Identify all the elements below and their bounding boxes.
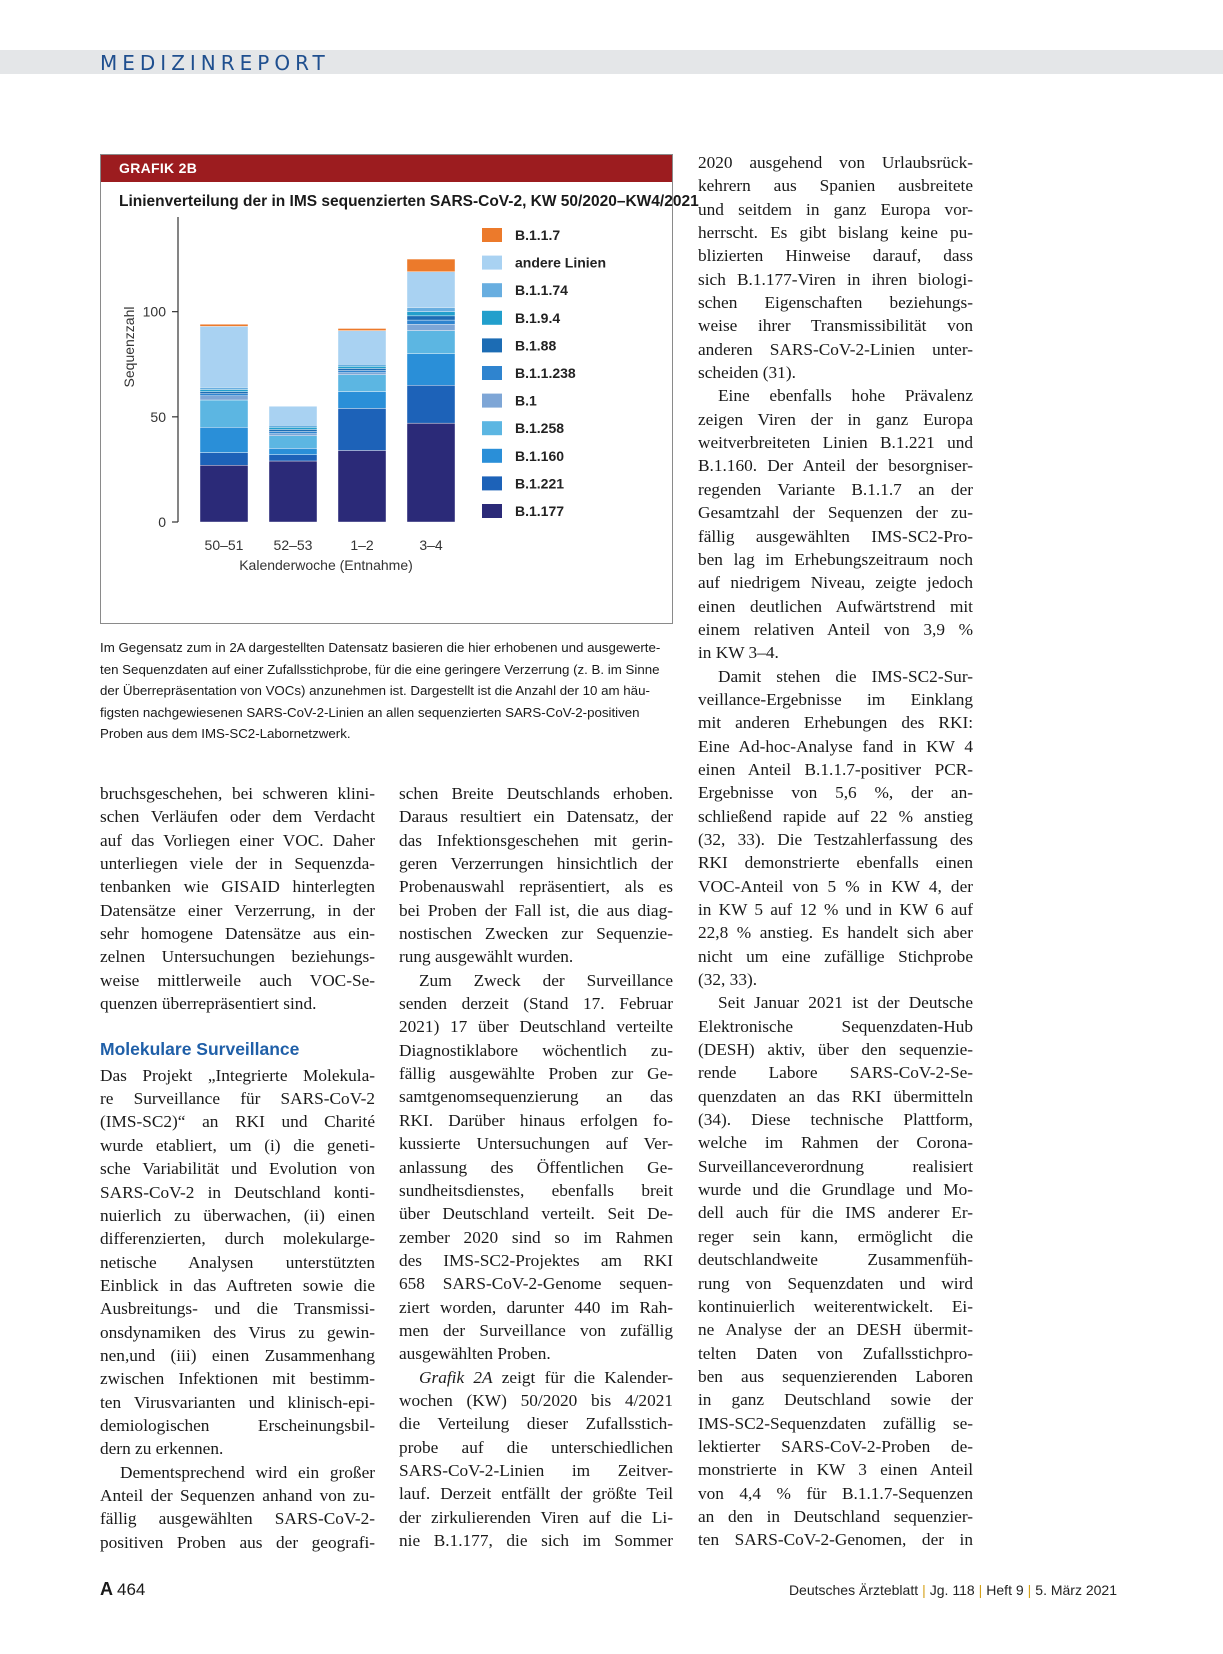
caption-line: Proben aus dem IMS-SC2-Labornetzwerk. — [100, 726, 351, 741]
text-column-2 — [399, 782, 673, 1552]
text-line: rung von Sequenzdaten und wird — [698, 1273, 973, 1293]
text-line: einem relativen Anteil von 3,9 % — [698, 619, 973, 639]
text-line: senden derzeit (Stand 17. Februar — [399, 994, 673, 1014]
text-line: Probenauswahl repräsentiert, als es — [399, 877, 673, 897]
y-axis-label: Sequenzzahl — [121, 306, 137, 388]
legend-swatch — [482, 311, 502, 325]
caption-line: ten Sequenzdaten auf einer Zufallsstichprobe, für die eine geringere Verzerrung (z. B. im Sinne — [100, 661, 660, 677]
text-line: demiologischen Erscheinungsbil- — [100, 1415, 375, 1435]
bar-segment — [200, 392, 248, 394]
section-heading: Molekulare Surveillance — [100, 1039, 300, 1060]
text-line: (32, 33). — [698, 970, 758, 990]
text-line: quenzdaten an das RKI übermitteln — [698, 1086, 973, 1106]
journal-issue: Heft 9 — [986, 1582, 1024, 1598]
text-line: Das Projekt „Integrierte Molekula- — [100, 1065, 375, 1085]
bar-segment — [407, 307, 455, 311]
text-line: wochen (KW) 50/2020 bis 4/2021 — [399, 1390, 673, 1410]
text-line: schen Eigenschaften beziehungs- — [698, 293, 973, 313]
text-line: die Verteilung dieser Zufallsstich- — [399, 1414, 673, 1434]
text-line: zelnen Untersuchungen beziehungs- — [100, 947, 375, 967]
bar-segment — [200, 465, 248, 522]
text-line: netische Analysen unterstützten — [100, 1252, 375, 1272]
bar-segment — [338, 373, 386, 375]
text-line: Datensätze einer Verzerrung, in der — [100, 900, 375, 920]
text-line: unterliegen viele der in Sequenzda- — [100, 854, 375, 874]
text-line: kehrern aus Spanien ausbreitete — [698, 176, 973, 196]
bar-segment — [338, 368, 386, 370]
text-line: in KW 5 auf 12 % und in KW 6 auf — [698, 900, 973, 919]
text-line: 22,8 % anstieg. Es handelt sich aber — [698, 923, 973, 943]
text-line: weitverbreiteten Linien B.1.221 und — [698, 433, 973, 453]
figure-caption — [100, 637, 675, 745]
text-line: ten Virusvarianten und klinisch-epi- — [100, 1392, 375, 1412]
text-line: weise mittlerweile auch VOC-Se- — [100, 970, 375, 990]
legend-swatch — [482, 338, 502, 352]
bar-segment — [200, 394, 248, 396]
text-line: Einblick in das Auftreten sowie die — [100, 1275, 375, 1295]
bar-segment — [269, 455, 317, 461]
text-line: Gesamtzahl der Sequenzen der zu- — [698, 503, 973, 523]
bar-segment — [407, 385, 455, 423]
stacked-bar-chart — [101, 155, 672, 623]
text-line: nen,und (iii) einen Zusammenhang — [100, 1345, 375, 1365]
text-line: 2021) 17 über Deutschland verteilte — [399, 1017, 673, 1037]
bar-segment — [269, 461, 317, 522]
text-line: in ganz Deutschland sowie der — [698, 1390, 973, 1410]
bar-segment — [338, 328, 386, 330]
text-line: schen Verläufen oder dem Verdacht — [100, 807, 375, 827]
text-line: re Surveillance für SARS-CoV-2 — [100, 1089, 375, 1109]
text-line: dell auch für die IMS anderer Er- — [698, 1203, 973, 1223]
text-line: zeigen Viren der in ganz Europa — [698, 409, 973, 429]
text-line: reger sein kann, ermöglicht die — [698, 1226, 973, 1246]
text-line: sich B.1.177-Viren in ihren biologi- — [698, 269, 973, 289]
text-line: Eine ebenfalls hohe Prävalenz — [718, 386, 973, 406]
text-line: schließend rapide auf 22 % anstieg — [698, 806, 973, 826]
text-line: fällig ausgewählten IMS-SC2-Pro- — [698, 526, 973, 546]
text-line: herrscht. Es gibt bislang keine pu- — [698, 223, 973, 243]
text-line: ben aus sequenzierenden Laboren — [698, 1366, 973, 1386]
text-line: rende Labore SARS-CoV-2-Se- — [698, 1063, 973, 1083]
figure-box — [100, 154, 699, 624]
text-line: 2020 ausgehend von Urlaubsrück- — [698, 153, 973, 172]
text-line: nicht um eine zufällige Stichprobe — [698, 946, 973, 966]
text-line: Daraus resultiert ein Datensatz, der — [399, 807, 673, 827]
text-line: probe auf die unterschiedlichen — [399, 1437, 673, 1457]
text-line: Zum Zweck der Surveillance — [419, 970, 673, 990]
text-line: zember 2020 sind so im Rahmen — [399, 1227, 673, 1247]
bar-segment — [407, 259, 455, 272]
legend-label: B.1.177 — [515, 503, 565, 519]
text-line: in KW 3–4. — [698, 643, 779, 663]
legend-label: andere Linien — [515, 254, 607, 271]
bar-segment — [269, 436, 317, 449]
text-line: anderen SARS-CoV-2-Linien unter- — [698, 339, 973, 359]
text-line: SARS-CoV-2-Linien im Zeitver- — [399, 1460, 673, 1480]
caption-line: figsten nachgewiesenen SARS-CoV-2-Linien an allen sequenzierten SARS-CoV-2-positiven — [100, 704, 640, 720]
caption-line: Im Gegensatz zum in 2A dargestellten Datensatz basieren die hier erhobenen und ausgewerte- — [100, 640, 661, 655]
text-line: (IMS-SC2)“ an RKI und Charité — [100, 1112, 375, 1132]
bar-segment — [269, 448, 317, 454]
text-line: SARS-CoV-2 in Deutschland konti- — [100, 1182, 375, 1202]
bar-segment — [338, 392, 386, 409]
text-line: regenden Variante B.1.1.7 an der — [698, 479, 973, 499]
text-line: wurde und die Grundlage und Mo- — [698, 1180, 973, 1200]
text-line: samtgenomsequenzierung an das — [399, 1087, 673, 1107]
text-line: blizierten Hinweise darauf, dass — [698, 246, 973, 266]
text-line: Diagnostiklabore wöchentlich zu- — [399, 1040, 673, 1060]
text-line: auf niedrigem Niveau, zeigte jedoch — [698, 573, 973, 593]
legend-swatch — [482, 228, 502, 242]
text-line: lektierter SARS-CoV-2-Proben de- — [698, 1436, 973, 1456]
text-column-3 — [698, 151, 973, 1552]
bar-segment — [200, 427, 248, 452]
legend-label: B.1.1.238 — [515, 365, 576, 381]
text-line: veillance-Ergebnisse im Einklang — [698, 689, 973, 709]
legend-label: B.1.88 — [515, 337, 557, 354]
text-line: Anteil der Sequenzen anhand von zu- — [100, 1485, 375, 1505]
bar-segment — [338, 371, 386, 373]
text-line: B.1.160. Der Anteil der besorgniser- — [698, 456, 973, 476]
bar-segment — [338, 375, 386, 392]
text-line: bei Proben der Fall ist, die aus diag- — [399, 900, 673, 920]
bar-segment — [269, 434, 317, 436]
journal-info: Deutsches Ärzteblatt | Jg. 118 | Heft 9 | 5. März 2021 — [788, 1582, 1117, 1598]
page-prefix: A — [100, 1579, 113, 1599]
text-line: VOC-Anteil von 5 % in KW 4, der — [698, 876, 973, 896]
legend-swatch — [482, 476, 502, 490]
legend-swatch — [482, 504, 502, 518]
bar-segment — [200, 389, 248, 391]
text-line: Eine Ad-hoc-Analyse fand in KW 4 — [698, 736, 973, 756]
page-number — [100, 1579, 145, 1600]
x-tick-label: 3–4 — [419, 537, 443, 553]
x-tick-label: 50–51 — [204, 537, 244, 553]
text-line: 658 SARS-CoV-2-Genome sequen- — [399, 1274, 673, 1294]
caption-line: der Überrepräsentation von VOCs) anzunehmen ist. Dargestellt ist die Anzahl der 10 am häu- — [100, 683, 650, 698]
text-line: IMS-SC2-Sequenzdaten zufällig se- — [698, 1413, 973, 1433]
bar-segment — [200, 326, 248, 387]
text-line — [399, 1366, 673, 1389]
text-line: einen Anteil B.1.1.7-positiver PCR- — [698, 759, 973, 779]
figure-reference: Grafik 2A — [419, 1367, 493, 1387]
text-line: dern zu erkennen. — [100, 1439, 224, 1459]
text-line: der zirkulierenden Viren auf die Li- — [399, 1507, 673, 1527]
text-line: positiven Proben aus der geografi- — [100, 1532, 375, 1552]
text-line: ten SARS-CoV-2-Genomen, der in — [698, 1530, 973, 1550]
bar-segment — [407, 324, 455, 330]
bar-segment — [407, 423, 455, 522]
text-fragment: zeigt für die Kalender- — [492, 1367, 673, 1387]
text-line: rung ausgewählt wurden. — [399, 947, 574, 967]
text-line: von 4,4 % für B.1.1.7-Sequenzen — [698, 1483, 973, 1503]
text-line: sche Variabilität und Evolution von — [100, 1159, 375, 1179]
legend-swatch — [482, 394, 502, 408]
text-line: quenzen überrepräsentiert sind. — [100, 994, 317, 1014]
text-line: ben lag im Erhebungszeitraum noch — [698, 549, 973, 569]
text-line: tenbanken wie GISAID hinterlegten — [100, 877, 375, 897]
text-line: wurde etabliert, um (i) die geneti- — [100, 1135, 375, 1155]
text-line: weise ihrer Transmissibilität von — [698, 316, 973, 336]
legend-label: B.1.160 — [515, 447, 565, 464]
legend-swatch — [482, 449, 502, 463]
journal-volume: Jg. 118 — [929, 1582, 975, 1598]
text-line: kussierte Untersuchungen auf Ver- — [399, 1134, 673, 1154]
x-tick-label: 52–53 — [273, 537, 313, 553]
legend-swatch — [482, 256, 502, 270]
text-line: über Deutschland verteilt. Seit De- — [399, 1204, 673, 1224]
legend-swatch — [482, 366, 502, 380]
legend-swatch — [482, 283, 502, 297]
legend-label: B.1 — [515, 392, 537, 409]
text-line: auf das Vorliegen einer VOC. Daher — [100, 830, 375, 850]
text-line: fällig ausgewählte Proben zur Ge- — [399, 1064, 673, 1084]
bar-segment — [338, 408, 386, 450]
text-line: telten Daten von Zufallsstichpro- — [698, 1343, 973, 1363]
text-line: RKI demonstrierte ebenfalls einen — [698, 853, 973, 873]
legend-label: B.1.9.4 — [515, 309, 561, 326]
text-line: einen deutlichen Aufwärtstrend mit — [698, 596, 973, 616]
text-line: bruchsgeschehen, bei schweren klini- — [100, 784, 375, 803]
bar-segment — [269, 406, 317, 425]
text-line: Surveillanceverordnung realisiert — [698, 1156, 973, 1176]
bar-segment — [338, 364, 386, 366]
bar-segment — [407, 312, 455, 316]
text-line: des IMS-SC2-Projektes am RKI — [399, 1250, 673, 1270]
x-axis-label: Kalenderwoche (Entnahme) — [239, 557, 413, 573]
figure-title: Linienverteilung der in IMS sequenzierten SARS-CoV-2, KW 50/2020–KW4/2021 — [119, 193, 699, 210]
text-line: Ausbreitungs- und die Transmissi- — [100, 1299, 375, 1319]
text-line: geren Verzerrungen hinsichtlich der — [399, 854, 673, 874]
bar-segment — [200, 396, 248, 400]
y-tick-label: 100 — [142, 303, 166, 320]
text-line: ausgewählten Proben. — [399, 1344, 551, 1364]
legend-label: B.1.1.74 — [515, 282, 568, 299]
journal-name: Deutsches Ärzteblatt — [788, 1582, 919, 1598]
bar-segment — [407, 331, 455, 354]
text-line: nostischen Zwecken zur Sequenzie- — [399, 924, 673, 944]
text-line: RKI. Darüber hinaus erfolgen fo- — [399, 1110, 673, 1130]
text-line: Elektronische Sequenzdaten-Hub — [698, 1016, 973, 1036]
text-line: differenzierten, durch molekularge- — [100, 1229, 375, 1249]
text-line: an den in Deutschland sequenzier- — [698, 1506, 973, 1526]
text-line: (32, 33). Die Testzahlerfassung des — [698, 829, 973, 849]
legend-label: B.1.258 — [515, 420, 565, 437]
bar-segment — [407, 354, 455, 386]
text-line: und seitdem in ganz Europa vor- — [698, 199, 973, 219]
text-line: Damit stehen die IMS-SC2-Sur- — [718, 666, 973, 686]
text-line: kontinuierlich weiterentwickelt. Ei- — [698, 1296, 973, 1316]
text-line: lauf. Derzeit entfällt der größte Teil — [399, 1484, 673, 1504]
bar-segment — [338, 331, 386, 365]
bar-segment — [338, 366, 386, 368]
text-line: sundheitsdienstes, ebenfalls breit — [399, 1180, 673, 1200]
text-line: nie B.1.177, die sich im Sommer — [399, 1531, 673, 1550]
text-line: (34). Diese technische Plattform, — [698, 1110, 973, 1130]
y-tick-label: 0 — [158, 514, 166, 530]
text-line: Seit Januar 2021 ist der Deutsche — [718, 993, 973, 1013]
text-line: men der Surveillance von zufällig — [399, 1320, 673, 1340]
bar-segment — [200, 387, 248, 389]
text-line: deutschlandweite Zusammenfüh- — [698, 1250, 973, 1270]
bar-segment — [407, 272, 455, 308]
bar-segment — [338, 450, 386, 522]
text-line: sehr homogene Datensätze aus ein- — [100, 924, 375, 944]
text-line: schen Breite Deutschlands erhoben. — [399, 784, 673, 803]
text-line: fällig ausgewählten SARS-CoV-2- — [100, 1509, 375, 1529]
text-line: Dementsprechend wird ein großer — [120, 1462, 375, 1482]
section-title: MEDIZINREPORT — [100, 51, 330, 75]
text-column-1 — [100, 782, 375, 1554]
text-line: nuierlich zu überwachen, (ii) einen — [100, 1205, 375, 1225]
text-line: zwischen Infektionen mit bestimm- — [100, 1369, 375, 1389]
text-line: (DESH) aktiv, über den sequenzie- — [698, 1040, 973, 1060]
bar-segment — [200, 400, 248, 427]
bar-segment — [269, 427, 317, 429]
figure-tag: GRAFIK 2B — [101, 155, 672, 182]
text-line: ne Analyse der an DESH übermit- — [698, 1320, 973, 1340]
text-line: ziert worden, darunter 440 im Rah- — [399, 1297, 673, 1317]
bar-segment — [200, 324, 248, 326]
bar-segment — [269, 432, 317, 434]
bar-segment — [407, 316, 455, 320]
y-tick-label: 50 — [150, 408, 166, 425]
bar-segment — [407, 320, 455, 324]
bar-segment — [269, 425, 317, 427]
text-line: onsdynamiken des Virus zu gewin- — [100, 1322, 375, 1342]
text-line: das Infektionsgeschehen mit gerin- — [399, 830, 673, 850]
x-tick-label: 1–2 — [350, 537, 374, 553]
bar-segment — [200, 453, 248, 466]
legend-swatch — [482, 421, 502, 435]
text-line: mit anderen Erhebungen des RKI: — [698, 713, 973, 733]
legend-label: B.1.1.7 — [515, 227, 561, 243]
bar-segment — [269, 429, 317, 431]
page-number-value: 464 — [117, 1580, 146, 1599]
text-line: anlassung des Öffentlichen Ge- — [399, 1157, 673, 1177]
journal-date: 5. März 2021 — [1035, 1582, 1117, 1598]
text-line: monstrierte in KW 3 einen Anteil — [698, 1460, 973, 1480]
legend-label: B.1.221 — [515, 475, 565, 492]
text-line: welche im Rahmen der Corona- — [698, 1133, 973, 1153]
text-line: Ergebnisse von 5,6 %, der an- — [698, 783, 973, 803]
text-line: scheiden (31). — [698, 363, 796, 383]
